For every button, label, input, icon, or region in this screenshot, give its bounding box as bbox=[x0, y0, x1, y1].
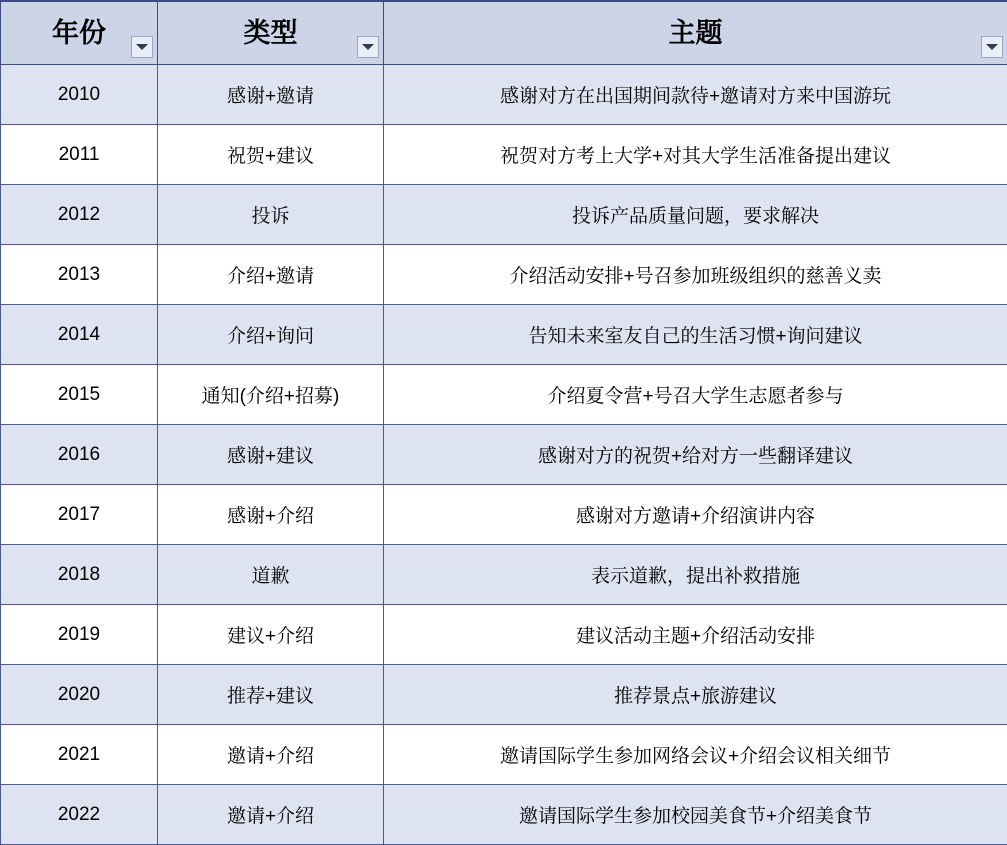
cell-topic: 邀请国际学生参加校园美食节+介绍美食节 bbox=[384, 785, 1007, 845]
cell-type: 邀请+介绍 bbox=[158, 725, 384, 785]
cell-type: 感谢+建议 bbox=[158, 425, 384, 485]
table-row bbox=[1, 185, 1007, 245]
table-row bbox=[1, 665, 1007, 725]
table-header-row bbox=[1, 1, 1007, 65]
table-row bbox=[1, 725, 1007, 785]
cell-topic: 投诉产品质量问题，要求解决 bbox=[384, 185, 1007, 245]
cell-topic: 感谢对方在出国期间款待+邀请对方来中国游玩 bbox=[384, 65, 1007, 125]
table-row bbox=[1, 545, 1007, 605]
cell-year: 2016 bbox=[1, 425, 158, 485]
table-row bbox=[1, 245, 1007, 305]
cell-type: 邀请+介绍 bbox=[158, 785, 384, 845]
table-row bbox=[1, 65, 1007, 125]
cell-year: 2017 bbox=[1, 485, 158, 545]
cell-year: 2011 bbox=[1, 125, 158, 185]
cell-type: 感谢+邀请 bbox=[158, 65, 384, 125]
cell-topic: 邀请国际学生参加网络会议+介绍会议相关细节 bbox=[384, 725, 1007, 785]
cell-topic: 感谢对方的祝贺+给对方一些翻译建议 bbox=[384, 425, 1007, 485]
cell-topic: 感谢对方邀请+介绍演讲内容 bbox=[384, 485, 1007, 545]
filter-dropdown-icon-type[interactable] bbox=[357, 36, 379, 58]
cell-year: 2010 bbox=[1, 65, 158, 125]
cell-type: 通知(介绍+招募) bbox=[158, 365, 384, 425]
table-row bbox=[1, 305, 1007, 365]
cell-type: 建议+介绍 bbox=[158, 605, 384, 665]
cell-type: 道歉 bbox=[158, 545, 384, 605]
table-row bbox=[1, 785, 1007, 845]
cell-topic: 表示道歉，提出补救措施 bbox=[384, 545, 1007, 605]
column-header-year-label: 年份 bbox=[1, 2, 157, 64]
cell-year: 2012 bbox=[1, 185, 158, 245]
column-header-type-label: 类型 bbox=[158, 2, 383, 64]
cell-year: 2021 bbox=[1, 725, 158, 785]
table-row bbox=[1, 425, 1007, 485]
cell-type: 推荐+建议 bbox=[158, 665, 384, 725]
cell-topic: 推荐景点+旅游建议 bbox=[384, 665, 1007, 725]
cell-type: 投诉 bbox=[158, 185, 384, 245]
cell-year: 2018 bbox=[1, 545, 158, 605]
cell-type: 介绍+邀请 bbox=[158, 245, 384, 305]
cell-type: 介绍+询问 bbox=[158, 305, 384, 365]
cell-topic: 介绍夏令营+号召大学生志愿者参与 bbox=[384, 365, 1007, 425]
table-body bbox=[1, 65, 1007, 845]
cell-year: 2022 bbox=[1, 785, 158, 845]
table-row bbox=[1, 605, 1007, 665]
table-row bbox=[1, 125, 1007, 185]
column-header-topic[interactable] bbox=[384, 1, 1007, 65]
cell-type: 祝贺+建议 bbox=[158, 125, 384, 185]
column-header-topic-label: 主题 bbox=[384, 2, 1007, 64]
cell-year: 2019 bbox=[1, 605, 158, 665]
table-row bbox=[1, 485, 1007, 545]
filter-dropdown-icon-topic[interactable] bbox=[981, 36, 1003, 58]
cell-year: 2013 bbox=[1, 245, 158, 305]
cell-year: 2015 bbox=[1, 365, 158, 425]
column-header-year[interactable] bbox=[1, 1, 158, 65]
cell-topic: 祝贺对方考上大学+对其大学生活准备提出建议 bbox=[384, 125, 1007, 185]
filter-dropdown-icon-year[interactable] bbox=[131, 36, 153, 58]
column-header-type[interactable] bbox=[158, 1, 384, 65]
cell-year: 2020 bbox=[1, 665, 158, 725]
cell-topic: 介绍活动安排+号召参加班级组织的慈善义卖 bbox=[384, 245, 1007, 305]
cell-year: 2014 bbox=[1, 305, 158, 365]
cell-type: 感谢+介绍 bbox=[158, 485, 384, 545]
cell-topic: 建议活动主题+介绍活动安排 bbox=[384, 605, 1007, 665]
cell-topic: 告知未来室友自己的生活习惯+询问建议 bbox=[384, 305, 1007, 365]
table-row bbox=[1, 365, 1007, 425]
